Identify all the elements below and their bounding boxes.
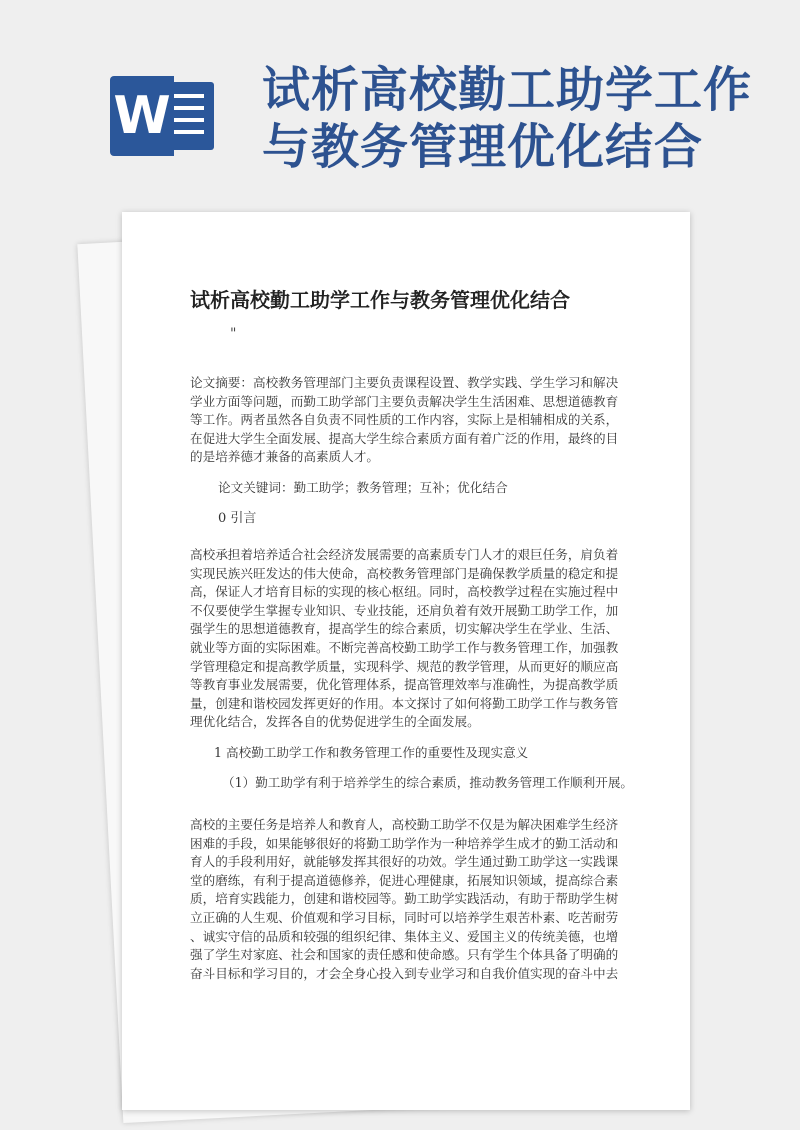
intro-line: 理优化结合，发挥各自的优势促进学生的全面发展。	[190, 714, 480, 730]
body-paragraph	[190, 816, 630, 983]
abstract-line: 论文摘要：高校教务管理部门主要负责课程设置、教学实践、学生学习和解决	[190, 375, 619, 390]
body-line: 、诚实守信的品质和较强的组织纪律、集体主义、爱国主义的传统美德，也增	[190, 928, 619, 944]
word-letter-badge: W	[110, 76, 174, 156]
body-line: 奋斗目标和学习目的，才会全身心投入到专业学习和自我价值实现的奋斗中去	[190, 965, 619, 981]
abstract-line: 的是培养德才兼备的高素质人才。	[190, 449, 379, 465]
intro-line: 实现民族兴旺发达的伟大使命，高校教务管理部门是确保教学质量的稳定和提	[190, 565, 619, 581]
intro-line: 强学生的思想道德教育，提高学生的综合素质，切实解决学生在学业、生活、	[190, 621, 619, 637]
quote-mark: "	[230, 326, 237, 342]
subsection-heading-1-1: （1）勤工助学有利于培养学生的综合素质，推动教务管理工作顺利开展。	[222, 775, 634, 790]
abstract-line: 等工作。两者虽然各自负责不同性质的工作内容，实际上是相辅相成的关系，	[190, 412, 619, 428]
abstract-line: 在促进大学生全面发展、提高大学生综合素质方面有着广泛的作用，最终的目	[190, 430, 619, 446]
intro-line: 就业等方面的实际困难。不断完善高校勤工助学工作与教务管理工作，加强教	[190, 639, 619, 655]
body-line: 堂的磨练，有利于提高道德修养，促进心理健康，拓展知识领域，提高综合素	[190, 872, 619, 888]
body-line: 强了学生对家庭、社会和国家的责任感和使命感。只有学生个体具备了明确的	[190, 947, 619, 963]
intro-line: 量，创建和谐校园发挥更好的作用。本文探讨了如何将勤工助学工作与教务管	[190, 695, 619, 711]
word-document-icon	[110, 76, 214, 156]
section-heading-1: 1 高校勤工助学工作和教务管理工作的重要性及现实意义	[214, 745, 529, 760]
section-heading-0: 0 引言	[218, 511, 257, 526]
abstract-line: 学业方面等问题，而勤工助学部门主要负责解决学生生活困难、思想道德教育	[190, 393, 619, 409]
intro-line: 高，保证人才培育目标的实现的核心枢纽。同时，高校教学过程在实施过程中	[190, 584, 619, 600]
keywords-line: 论文关键词：勤工助学；教务管理；互补；优化结合	[218, 480, 508, 495]
intro-line: 学管理稳定和提高教学质量，实现科学、规范的教学管理，从而更好的顺应高	[190, 658, 619, 674]
intro-line: 高校承担着培养适合社会经济发展需要的高素质专门人才的艰巨任务，肩负着	[190, 547, 619, 562]
intro-paragraph	[190, 546, 630, 732]
banner-title-line-1: 试析高校勤工助学工作	[262, 62, 753, 118]
document-title: 试析高校勤工助学工作与教务管理优化结合	[190, 288, 570, 312]
body-line: 质，培育实践能力，创建和谐校园等。勤工助学实践活动，有助于帮助学生树	[190, 891, 619, 907]
body-line: 困难的手段，如果能够很好的将勤工助学作为一种培养学生成才的勤工活动和	[190, 835, 619, 851]
body-line: 育人的手段利用好，就能够发挥其很好的功效。学生通过勤工助学这一实践课	[190, 854, 619, 870]
document-page	[122, 212, 690, 1110]
body-line: 高校的主要任务是培养人和教育人，高校勤工助学不仅是为解决困难学生经济	[190, 817, 619, 832]
banner-header	[0, 0, 800, 200]
abstract-paragraph	[190, 374, 630, 467]
intro-line: 等教育事业发展需要，优化管理体系，提高管理效率与准确性，为提高教学质	[190, 677, 619, 693]
banner-title	[262, 62, 782, 176]
banner-title-line-2: 与教务管理优化结合	[262, 119, 704, 175]
intro-line: 不仅要使学生掌握专业知识、专业技能，还肩负着有效开展勤工助学工作，加	[190, 602, 619, 618]
body-line: 立正确的人生观、价值观和学习目标，同时可以培养学生艰苦朴素、吃苦耐劳	[190, 909, 619, 925]
